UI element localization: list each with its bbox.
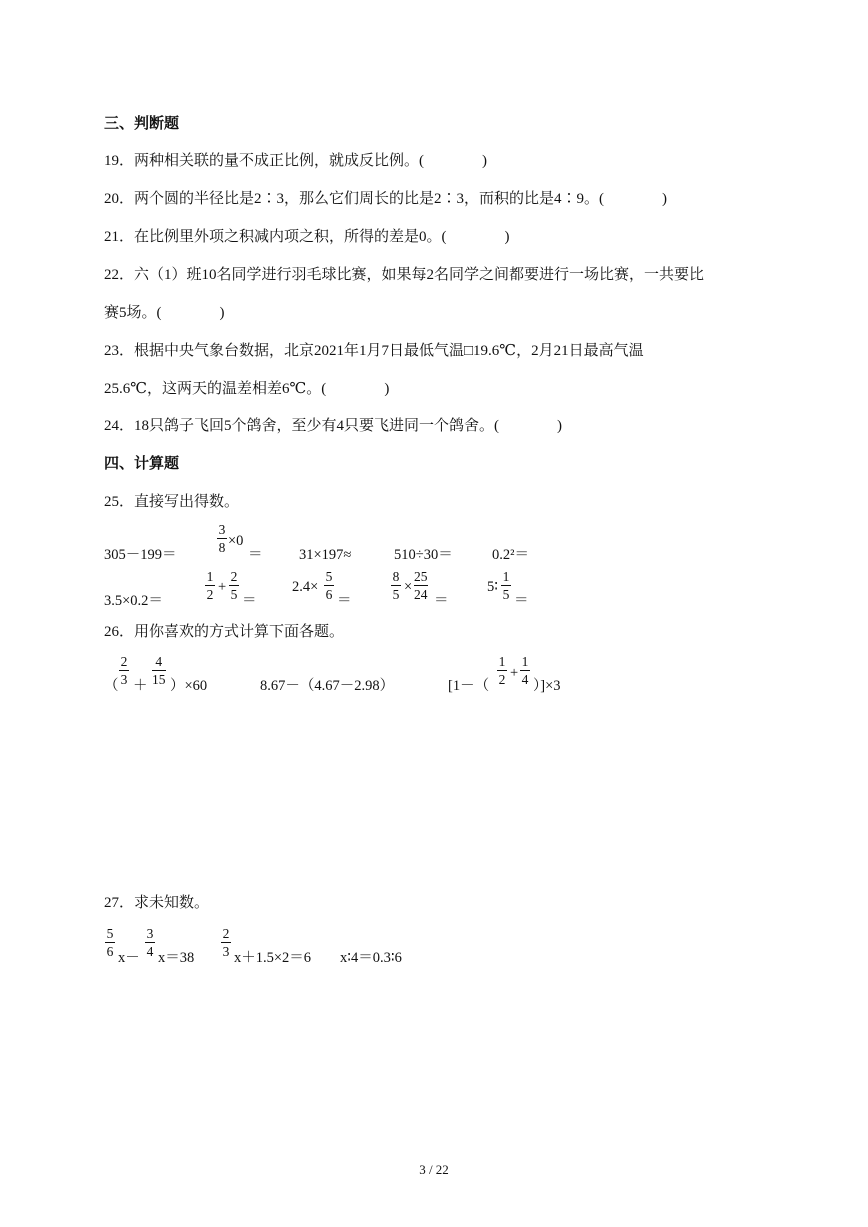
calc-26a-close: ）×60 [170, 678, 208, 694]
fraction-1-5: 1 5 [502, 569, 510, 602]
question-27: 27．求未知数。 [104, 895, 210, 911]
fraction-1-4: 1 4 [521, 654, 529, 687]
question-20: 20．两个圆的半径比是2∶3，那么它们周长的比是2∶3，而积的比是4∶9。( ) [104, 191, 667, 207]
calc-25d: 510÷30＝ [394, 547, 453, 563]
question-22-line1: 22．六（1）班10名同学进行羽毛球比赛，如果每2名同学之间都要进行一场比赛，一共要比 [104, 267, 705, 283]
calc-25b-eq: ＝ [248, 547, 263, 563]
page-number: 3 / 22 [419, 1162, 449, 1177]
equation-27b: x＋1.5×2＝6 [234, 950, 312, 966]
fraction-2-3: 2 3 [120, 654, 128, 687]
question-24: 24．18只鸽子飞回5个鸽舍，至少有4只要飞进同一个鸽舍。( ) [104, 418, 562, 434]
calc-25i-eq: ＝ [434, 593, 449, 609]
calc-25e: 0.2²＝ [492, 547, 529, 563]
fraction-1-2b: 1 2 [498, 654, 506, 687]
calc-26c-open: [1－（ [448, 678, 490, 694]
question-23-line1: 23．根据中央气象台数据，北京2021年1月7日最低气温□19.6℃，2月21日最高气温 [104, 343, 644, 359]
equation-27a-x1: x－ [118, 950, 140, 966]
fraction-25-24: 25 24 [414, 569, 428, 602]
calc-25g-eq: ＝ [242, 593, 257, 609]
question-26: 26．用你喜欢的方式计算下面各题。 [104, 624, 345, 640]
calc-25g-op: + [218, 579, 227, 595]
fraction-5-6: 5 6 [325, 569, 333, 602]
fraction-3-8: 3 8 [218, 522, 226, 555]
calc-25j-pre: 5∶ [487, 579, 499, 595]
question-21: 21．在比例里外项之积减内项之积，所得的差是0。( ) [104, 229, 510, 245]
fraction-2-3b: 2 3 [222, 926, 230, 959]
calc-25a: 305－199＝ [104, 547, 177, 563]
question-19: 19．两种相关联的量不成正比例，就成反比例。( ) [104, 153, 487, 169]
fraction-1-2: 1 2 [206, 569, 214, 602]
section4-title: 四、计算题 [104, 456, 180, 472]
calc-26c-op: + [510, 665, 519, 681]
fraction-8-5: 8 5 [392, 569, 400, 602]
calc-25h-pre: 2.4× [292, 579, 319, 595]
calc-25i-op: × [404, 579, 413, 595]
calc-26c-close: ）]×3 [533, 678, 561, 694]
calc-25f: 3.5×0.2＝ [104, 593, 163, 609]
question-25: 25．直接写出得数。 [104, 494, 240, 510]
fraction-4-15: 4 15 [152, 654, 166, 687]
calc-25c: 31×197≈ [299, 547, 352, 563]
calc-25h-eq: ＝ [337, 593, 352, 609]
calc-26b: 8.67－（4.67－2.98） [260, 678, 395, 694]
fraction-5-6b: 5 6 [106, 926, 114, 959]
equation-27c: x∶4＝0.3∶6 [340, 950, 402, 966]
question-23-line2: 25.6℃，这两天的温差相差6℃。( ) [104, 381, 390, 397]
question-22-line2: 赛5场。( ) [104, 305, 225, 321]
fraction-3-4: 3 4 [146, 926, 154, 959]
equation-27a-x2: x＝38 [158, 950, 195, 966]
calc-26a-open: （ [104, 678, 119, 694]
calc-25b-rest: ×0 [228, 533, 244, 549]
fraction-2-5: 2 5 [230, 569, 238, 602]
calc-26a-op: ＋ [133, 678, 148, 694]
section3-title: 三、判断题 [104, 116, 180, 132]
calc-25j-eq: ＝ [514, 593, 529, 609]
